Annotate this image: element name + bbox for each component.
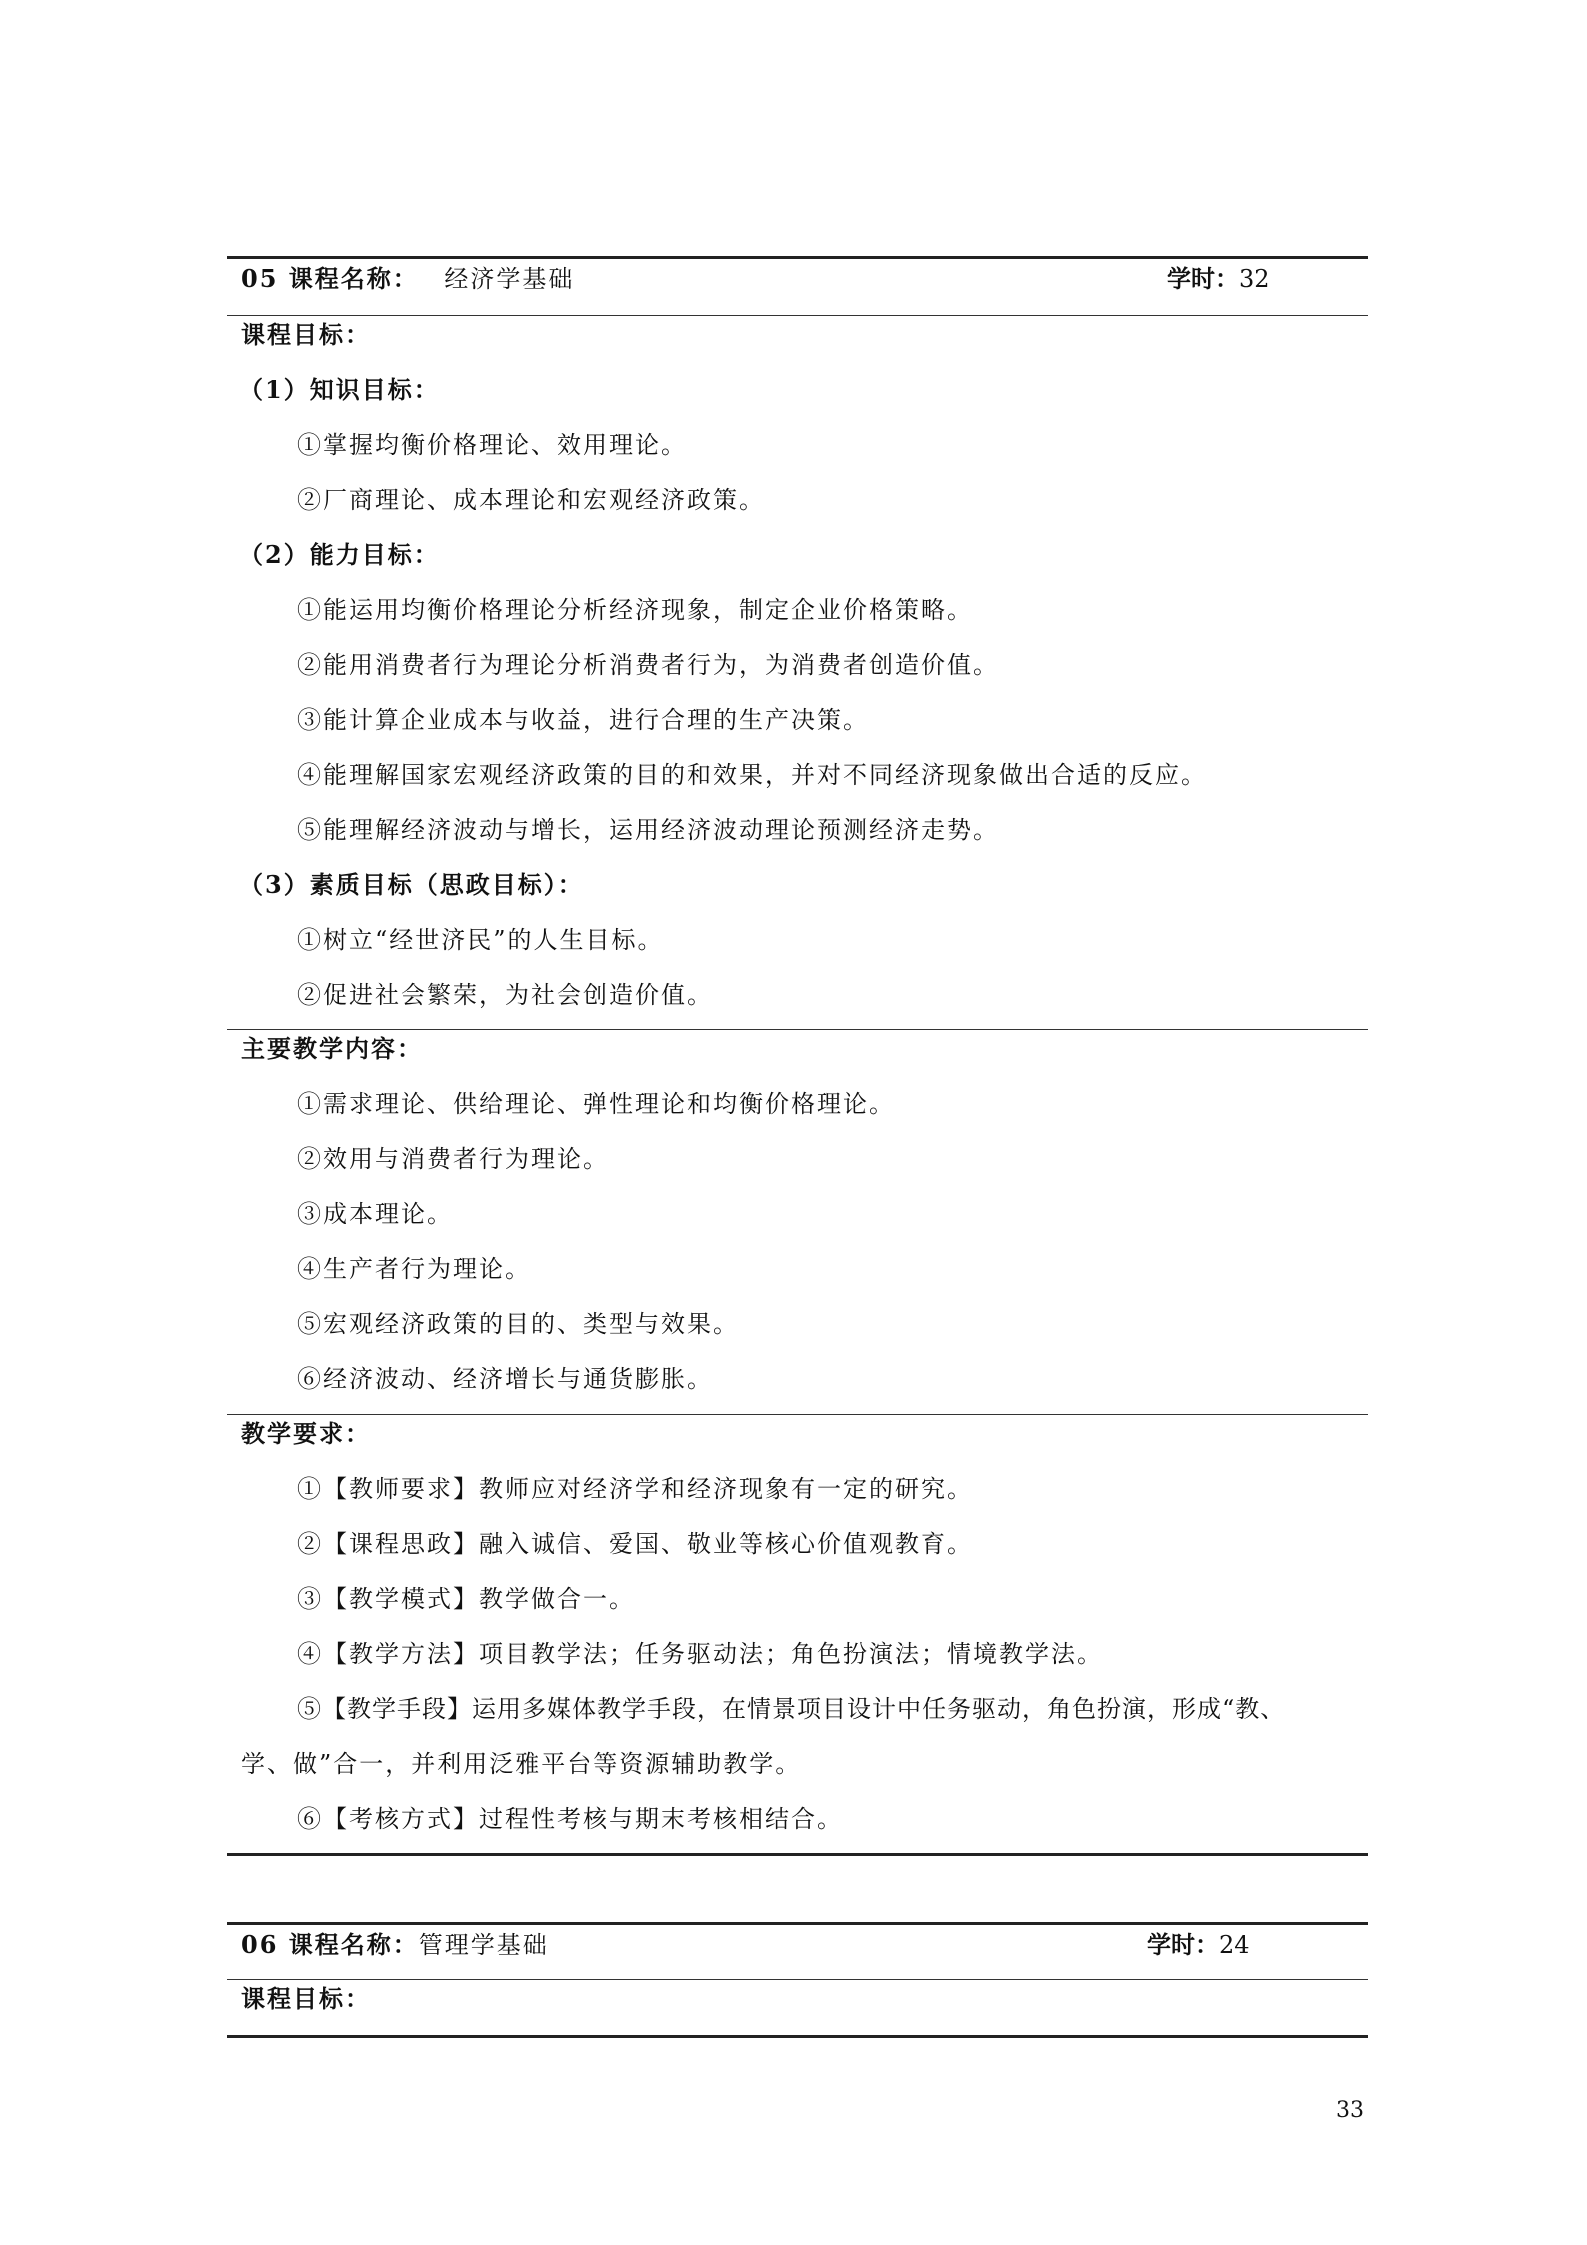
hours-value: 32	[1239, 265, 1270, 293]
requirements-label: 教学要求：	[241, 1419, 371, 1448]
table-top-rule	[227, 256, 1368, 259]
content-item: ④生产者行为理论。	[297, 1255, 531, 1283]
course-number-label: 05 课程名称：	[241, 264, 419, 293]
requirement-item: ②【课程思政】融入诚信、爱国、敬业等核心价值观教育。	[297, 1530, 973, 1558]
quality-item: ①树立“经世济民”的人生目标。	[297, 926, 664, 954]
page-number: 33	[1336, 2098, 1364, 2123]
goals-label: 课程目标：	[241, 320, 371, 349]
course-05-table	[227, 256, 1368, 1856]
requirement-item: ⑥【考核方式】过程性考核与期末考核相结合。	[297, 1805, 843, 1833]
ability-label: （2）能力目标：	[239, 540, 440, 569]
quality-item: ②促进社会繁荣，为社会创造价值。	[297, 981, 713, 1009]
table-top-rule	[227, 1922, 1368, 1925]
ability-item: ③能计算企业成本与收益，进行合理的生产决策。	[297, 706, 869, 734]
content-item: ⑥经济波动、经济增长与通货膨胀。	[297, 1365, 713, 1393]
requirement-item: ①【教师要求】教师应对经济学和经济现象有一定的研究。	[297, 1475, 973, 1503]
content-divider	[227, 1029, 1368, 1030]
course-name: 管理学基础	[418, 1931, 549, 1959]
header-divider	[227, 1979, 1368, 1980]
requirement-item: ④【教学方法】项目教学法；任务驱动法；角色扮演法；情境教学法。	[297, 1640, 1103, 1668]
header-divider	[227, 315, 1368, 316]
requirement-item: ⑤【教学手段】运用多媒体教学手段，在情景项目设计中任务驱动，角色扮演，形成“教、	[297, 1695, 1286, 1723]
ability-item: ②能用消费者行为理论分析消费者行为，为消费者创造价值。	[297, 651, 999, 679]
content-item: ②效用与消费者行为理论。	[297, 1145, 609, 1173]
table-bottom-rule	[227, 2035, 1368, 2038]
course-05-hours	[1167, 264, 1270, 294]
knowledge-label: （1）知识目标：	[239, 375, 440, 404]
table-bottom-rule	[227, 1853, 1368, 1856]
quality-label: （3）素质目标（思政目标）：	[239, 870, 584, 899]
ability-item: ⑤能理解经济波动与增长，运用经济波动理论预测经济走势。	[297, 816, 999, 844]
ability-item: ①能运用均衡价格理论分析经济现象，制定企业价格策略。	[297, 596, 973, 624]
knowledge-item: ②厂商理论、成本理论和宏观经济政策。	[297, 486, 765, 514]
content-item: ①需求理论、供给理论、弹性理论和均衡价格理论。	[297, 1090, 895, 1118]
hours-value: 24	[1219, 1931, 1250, 1959]
requirement-item-continued: 学、做”合一，并利用泛雅平台等资源辅助教学。	[241, 1750, 802, 1778]
course-06-table	[227, 1922, 1368, 2042]
requirements-divider	[227, 1414, 1368, 1415]
hours-label: 学时：	[1147, 1930, 1219, 1959]
knowledge-item: ①掌握均衡价格理论、效用理论。	[297, 431, 687, 459]
course-06-header	[241, 1930, 549, 1960]
content-item: ⑤宏观经济政策的目的、类型与效果。	[297, 1310, 739, 1338]
goals-label: 课程目标：	[241, 1984, 371, 2013]
hours-label: 学时：	[1167, 264, 1239, 293]
course-06-hours	[1147, 1930, 1250, 1960]
ability-item: ④能理解国家宏观经济政策的目的和效果，并对不同经济现象做出合适的反应。	[297, 761, 1207, 789]
content-item: ③成本理论。	[297, 1200, 453, 1228]
course-05-header	[241, 264, 574, 294]
course-name: 经济学基础	[444, 265, 575, 293]
content-label: 主要教学内容：	[241, 1034, 423, 1063]
requirement-item: ③【教学模式】教学做合一。	[297, 1585, 635, 1613]
course-number-label: 06 课程名称：	[241, 1930, 419, 1959]
